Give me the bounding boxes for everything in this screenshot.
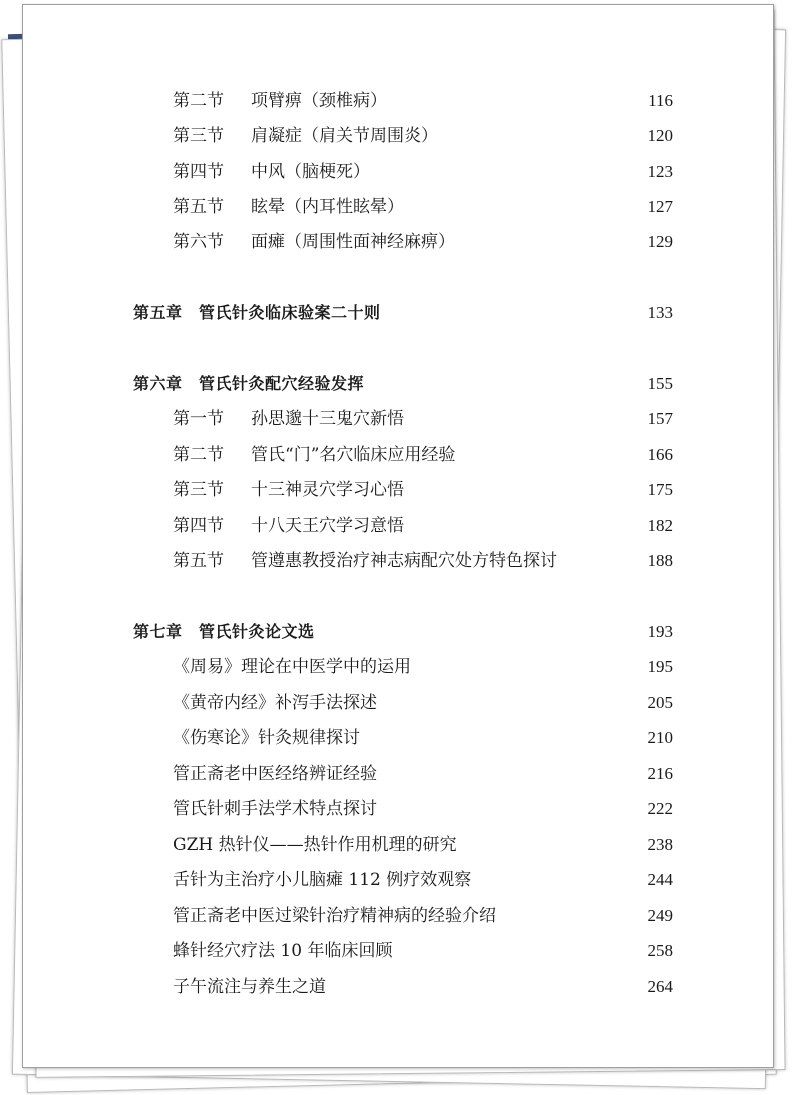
toc-chapter (23, 369, 773, 399)
toc-entry (23, 440, 773, 470)
toc-page-number: 133 (647, 303, 673, 322)
toc-entry-title (173, 227, 455, 257)
section-title: 项臂痹（颈椎病） (251, 91, 387, 111)
toc-page-number: 210 (647, 728, 673, 747)
section-title: 肩凝症（肩关节周围炎） (251, 126, 438, 146)
toc-entry (23, 723, 773, 753)
article-title: 《周易》理论在中医学中的运用 (173, 657, 411, 677)
toc-page-number: 258 (647, 941, 673, 960)
toc-page-number: 129 (647, 232, 673, 251)
toc-entry-title (173, 192, 404, 222)
toc-page-number: 123 (647, 162, 673, 181)
toc-page-number: 188 (647, 551, 673, 570)
section-title: 十八天王穴学习意悟 (251, 516, 404, 536)
toc-entry-title (173, 546, 557, 576)
section-number: 第一节 (173, 409, 224, 429)
toc-page (22, 4, 774, 1068)
toc-page-number: 244 (647, 870, 673, 889)
toc-page-number: 116 (648, 91, 673, 110)
section-title: 管遵惠教授治疗神志病配穴处方特色探讨 (251, 551, 557, 571)
toc-entry (23, 86, 773, 116)
toc-entry-title (173, 121, 438, 151)
toc-entry (23, 972, 773, 1002)
toc-page-number: 127 (647, 197, 673, 216)
section-title: 十三神灵穴学习心悟 (251, 480, 404, 500)
toc-chapter (23, 617, 773, 647)
toc-page-number: 264 (647, 977, 673, 996)
toc-page-number: 155 (647, 374, 673, 393)
toc-entry (23, 936, 773, 966)
article-title: 子午流注与养生之道 (173, 977, 326, 997)
toc-entry (23, 227, 773, 257)
toc-entry (23, 404, 773, 434)
section-number: 第四节 (173, 162, 224, 182)
toc-entry-title (173, 511, 404, 541)
section-number: 第五节 (173, 551, 224, 571)
toc-entry (23, 157, 773, 187)
chapter-title: 第五章 管氏针灸临床验案二十则 (133, 303, 381, 322)
section-number: 第五节 (173, 197, 224, 217)
section-number: 第二节 (173, 445, 224, 465)
article-title: 《伤寒论》针灸规律探讨 (173, 728, 360, 748)
section-number: 第三节 (173, 480, 224, 500)
toc-entry (23, 865, 773, 895)
toc-entry (23, 652, 773, 682)
section-number: 第六节 (173, 232, 224, 252)
toc-page-number: 166 (647, 445, 673, 464)
article-title: 管正斋老中医经络辨证经验 (173, 764, 377, 784)
article-title: 管氏针刺手法学术特点探讨 (173, 799, 377, 819)
section-title: 中风（脑梗死） (251, 162, 370, 182)
section-title: 管氏“门”名穴临床应用经验 (251, 445, 456, 465)
section-number: 第三节 (173, 126, 224, 146)
toc-entry (23, 475, 773, 505)
toc-entry (23, 901, 773, 931)
toc-chapter (23, 298, 773, 328)
toc-page-number: 216 (647, 764, 673, 783)
section-number: 第二节 (173, 91, 224, 111)
toc-page-number: 193 (647, 622, 673, 641)
toc-page-number: 238 (647, 835, 673, 854)
toc-entry (23, 688, 773, 718)
toc-entry (23, 192, 773, 222)
section-number: 第四节 (173, 516, 224, 536)
toc-page-number: 249 (647, 906, 673, 925)
toc-page-number: 195 (647, 657, 673, 676)
toc-entry-title (173, 404, 404, 434)
toc-page-number: 120 (647, 126, 673, 145)
article-title: 《黄帝内经》补泻手法探述 (173, 693, 377, 713)
toc-page-number: 182 (647, 516, 673, 535)
toc-entry-title (173, 86, 387, 116)
article-title: 蜂针经穴疗法 10 年临床回顾 (173, 941, 393, 961)
chapter-title: 第六章 管氏针灸配穴经验发挥 (133, 374, 365, 393)
toc-entry-title (173, 475, 404, 505)
article-title: 管正斋老中医过梁针治疗精神病的经验介绍 (173, 906, 496, 926)
toc-page-number: 157 (647, 409, 673, 428)
section-title: 面瘫（周围性面神经麻痹） (251, 232, 455, 252)
article-title: 舌针为主治疗小儿脑瘫 112 例疗效观察 (173, 870, 472, 890)
toc-entry (23, 759, 773, 789)
toc-page-number: 175 (647, 480, 673, 499)
toc-entry (23, 511, 773, 541)
section-title: 眩晕（内耳性眩晕） (251, 197, 404, 217)
toc-entry (23, 121, 773, 151)
toc-entry (23, 546, 773, 576)
chapter-title: 第七章 管氏针灸论文选 (133, 622, 315, 641)
toc-entry-title (173, 440, 455, 470)
toc-entry (23, 830, 773, 860)
toc-page-number: 205 (647, 693, 673, 712)
toc-entry (23, 794, 773, 824)
toc-page-number: 222 (647, 799, 673, 818)
section-title: 孙思邈十三鬼穴新悟 (251, 409, 404, 429)
article-title: GZH 热针仪——热针作用机理的研究 (173, 835, 457, 855)
toc-entry-title (173, 157, 370, 187)
